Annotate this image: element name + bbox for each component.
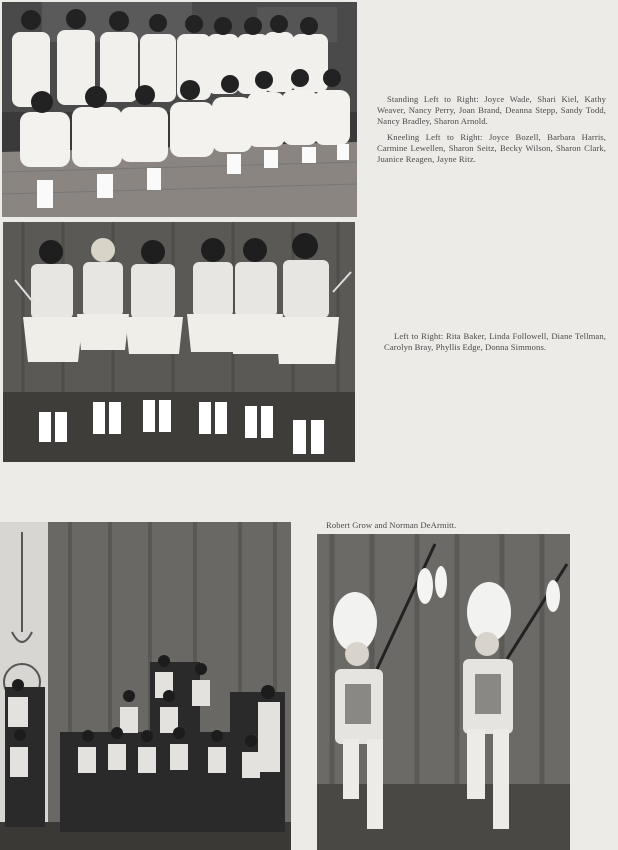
majorettes-caption	[384, 331, 606, 353]
drum-majors-names: Robert Grow and Norman DeArmitt.	[326, 520, 457, 530]
drum-majors-caption	[318, 520, 504, 531]
top-group-photo	[2, 2, 357, 217]
majorettes-photo	[3, 222, 355, 462]
kneeling-names: Kneeling Left to Right: Joyce Bozell, Barbara Harris, Carmine Lewellen, Sharon Seitz, Becky Wilson, Sharon Clark, Juanice Reagen, Jayne Ritz.	[377, 131, 606, 165]
band-photo	[0, 522, 291, 850]
majorettes-names: Left to Right: Rita Baker, Linda Followell, Diane Tellman, Carolyn Bray, Phyllis Edge, Donna Simmons.	[384, 331, 606, 353]
standing-names: Standing Left to Right: Joyce Wade, Shari Kiel, Kathy Weaver, Nancy Perry, Joan Brand, Deanna Stepp, Sandy Todd, Nancy Bradley, Sharon Arnold.	[377, 94, 606, 127]
drum-majors-photo	[317, 534, 570, 850]
top-photo-caption	[377, 94, 606, 165]
